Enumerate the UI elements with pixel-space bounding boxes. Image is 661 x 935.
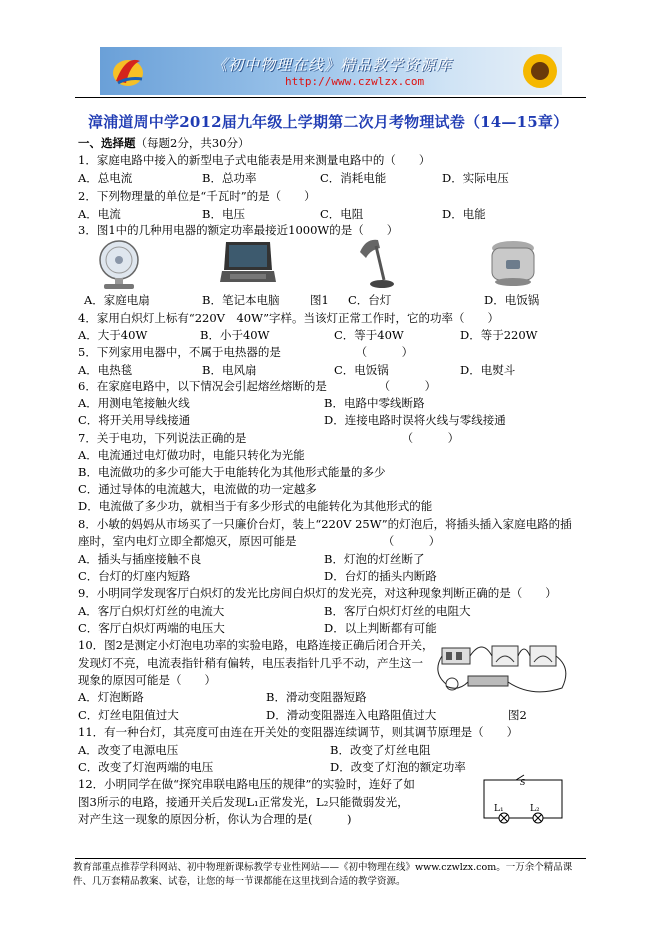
- question-line: D．电流做了多少功，就相当于有多少形式的电能转化为其他形式的能: [78, 499, 433, 513]
- question-line: C．通过导体的电流越大，电流做的功一定越多: [78, 482, 317, 496]
- question-line: B．电压: [202, 207, 245, 221]
- question-line: 4．家用白炽灯上标有“220V 40W”字样。当该灯正常工作时，它的功率（ ）: [78, 311, 499, 325]
- footer-line-2: 件、几万套精品教案、试卷，让您的每一节课都能在这里找到合适的教学资源。: [73, 876, 406, 887]
- question-line: C．等于40W: [334, 328, 404, 342]
- question-line: 图2: [508, 708, 527, 722]
- question-line: 9．小明同学发现客厅白炽灯的发光比房间白炽灯的发光亮，对这种现象判断正确的是（ ）: [78, 586, 557, 600]
- question-line: D．以上判断都有可能: [324, 621, 437, 635]
- header-banner: [100, 47, 562, 95]
- question-line: 发现灯不亮，电流表指针稍有偏转，电压表指针几乎不动，产生这一: [78, 656, 423, 670]
- question-line: 12．小明同学在做“探究串联电路电压的规律”的实验时，连好了如: [78, 777, 415, 791]
- question-line: A．客厅白炽灯灯丝的电流大: [78, 604, 225, 618]
- question-line: 图3所示的电路，接通开关后发现L₁正常发光，L₂只能微弱发光，: [78, 795, 409, 809]
- question-line: A．大于40W: [78, 328, 148, 342]
- question-line: A．用测电笔接触火线: [78, 396, 190, 410]
- sunflower-icon: [520, 51, 560, 91]
- question-line: A．电热毯: [78, 363, 133, 377]
- question-line: C．灯丝电阻值过大: [78, 708, 179, 722]
- question-line: 座时，室内电灯立即全都熄灭，原因可能是 （ ）: [78, 534, 441, 548]
- fig3-l1-label: L₁: [494, 804, 504, 814]
- banner-url[interactable]: http://www.czwlzx.com: [285, 75, 425, 88]
- question-line: 10．图2是测定小灯泡电功率的实验电路，电路连接正确后闭合开关，: [78, 638, 434, 652]
- question-line: B．电路中零线断路: [324, 396, 425, 410]
- question-line: B．电流做功的多少可能大于电能转化为其他形式能量的多少: [78, 465, 386, 479]
- section-heading: 一、选择题（每题2分，共30分）: [78, 136, 250, 150]
- question-line: C．消耗电能: [320, 171, 387, 185]
- question-line: 7．关于电功，下列说法正确的是 （ ）: [78, 431, 460, 445]
- question-line: D．电饭锅: [484, 293, 540, 307]
- exam-title: 漳浦道周中学2012届九年级上学期第二次月考物理试卷（14—15章）: [88, 113, 569, 131]
- electric-fan-icon: [92, 238, 146, 290]
- question-line: 现象的原因可能是（ ）: [78, 673, 216, 687]
- footer-rule: [75, 858, 586, 859]
- question-line: 6．在家庭电路中，以下情况会引起熔丝熔断的是 （ ）: [78, 379, 437, 393]
- question-line: 图1: [310, 293, 329, 307]
- question-line: D．等于220W: [460, 328, 538, 342]
- question-line: 对产生这一现象的原因分析，你认为合理的是( ): [78, 812, 352, 826]
- header-rule: [75, 97, 586, 98]
- question-line: A．电流: [78, 207, 121, 221]
- question-line: D．滑动变阻器连入电路阻值过大: [266, 708, 437, 722]
- question-line: B．客厅白炽灯灯丝的电阻大: [324, 604, 471, 618]
- question-line: B．总功率: [202, 171, 257, 185]
- question-line: A．灯泡断路: [78, 690, 144, 704]
- question-line: C．台灯: [348, 293, 392, 307]
- question-line: C．电饭锅: [334, 363, 389, 377]
- question-line: A．家庭电扇: [84, 293, 150, 307]
- question-line: B．灯泡的灯丝断了: [324, 552, 425, 566]
- question-line: 3．图1中的几种用电器的额定功率最接近1000W的是（ ）: [78, 223, 399, 237]
- question-line: B．改变了灯丝电阻: [330, 743, 431, 757]
- question-line: A．电流通过电灯做功时，电能只转化为光能: [78, 448, 305, 462]
- question-line: D．电熨斗: [460, 363, 516, 377]
- question-line: C．改变了灯泡两端的电压: [78, 760, 214, 774]
- figure2-circuit-diagram: [432, 638, 582, 702]
- question-line: B．小于40W: [200, 328, 270, 342]
- banner-title: 《初中物理在线》精品教学资源库: [212, 56, 453, 74]
- question-line: 5．下列家用电器中，不属于电热器的是 （ ）: [78, 345, 414, 359]
- question-line: B．笔记本电脑: [202, 293, 280, 307]
- question-line: A．插头与插座接触不良: [78, 552, 202, 566]
- question-line: B．滑动变阻器短路: [266, 690, 367, 704]
- footer-line-1: 教育部重点推荐学科网站、初中物理新课标教学专业性网站——《初中物理在线》www.czwlzx.com。一万余个精品课: [73, 862, 573, 873]
- question-line: D．台灯的插头内断路: [324, 569, 437, 583]
- question-line: B．电风扇: [202, 363, 257, 377]
- question-line: C．将开关用导线接通: [78, 413, 191, 427]
- question-line: 11．有一种台灯，其亮度可由连在开关处的变阻器连续调节，则其调节原理是（ ）: [78, 725, 519, 739]
- question-line: D．连接电路时误将火线与零线接通: [324, 413, 506, 427]
- question-line: C．台灯的灯座内短路: [78, 569, 191, 583]
- question-line: 8．小敏的妈妈从市场买了一只廉价台灯，装上“220V 25W”的灯泡后，将插头插入家庭电路的插: [78, 517, 572, 531]
- question-line: C．电阻: [320, 207, 364, 221]
- question-line: A．改变了电源电压: [78, 743, 179, 757]
- question-line: D．实际电压: [442, 171, 509, 185]
- laptop-icon: [220, 240, 276, 286]
- rice-cooker-icon: [488, 238, 538, 288]
- fig3-l2-label: L₂: [530, 804, 540, 814]
- question-line: D．电能: [442, 207, 486, 221]
- question-line: A．总电流: [78, 171, 133, 185]
- question-line: 2．下列物理量的单位是“千瓦时”的是（ ）: [78, 189, 316, 203]
- question-line: C．客厅白炽灯两端的电压大: [78, 621, 225, 635]
- fig3-switch-label: S: [520, 778, 526, 787]
- question-line: 1．家庭电路中接入的新型电子式电能表是用来测量电路中的（ ）: [78, 153, 431, 167]
- desk-lamp-icon: [356, 236, 396, 290]
- question-line: D．改变了灯泡的额定功率: [330, 760, 466, 774]
- site-logo-icon: [108, 51, 148, 91]
